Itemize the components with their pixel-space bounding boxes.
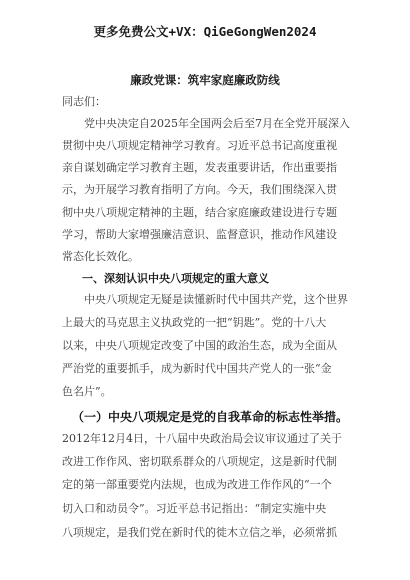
intro-line-2: 贯彻中央八项规定精神学习教育。习近平总书记高度重视 — [62, 139, 337, 152]
section1-line-3: 以来，中央八项规定改变了中国的政治生态，成为全面从 — [62, 339, 337, 352]
section1-line-4: 严治党的重要抓手，成为新时代中国共产党人的一张“金 — [62, 362, 332, 375]
subsection1-line-2: 改进工作作风、密切联系群众的八项规定，这是新时代制 — [62, 455, 337, 468]
section1-line-2: 上最大的马克思主义执政党的一把“钥匙”。党的十八大 — [62, 316, 327, 329]
subsection1-line-5: 八项规定，是我们党在新时代的徙木立信之举，必须常抓 — [62, 526, 337, 539]
intro-line-7: 常态化长效化。 — [62, 250, 139, 263]
section1-line-5: 色名片”。 — [62, 385, 112, 398]
document-title: 廉政党课：筑牢家庭廉政防线 — [130, 73, 280, 87]
subsection1-line-4: 切入口和动员令”。习近平总书记指出：“制定实施中央 — [62, 502, 327, 515]
subsection-heading-1: （一）中央八项规定是党的自我革命的标志性举措。 — [72, 410, 349, 424]
intro-line-1: 党中央决定自2025年全国两会后至7月在全党开展深入 — [84, 117, 350, 130]
subsection1-line-3: 定的第一部重要党内法规，也成为改进工作作风的“一个 — [62, 478, 332, 491]
greeting: 同志们： — [62, 95, 106, 108]
section1-line-1: 中央八项规定无疑是读懂新时代中国共产党，这个世界 — [84, 293, 348, 306]
subsection1-line-1: 2012年12月4日，十八届中央政治局会议审议通过了关于 — [62, 432, 342, 445]
intro-line-5: 彻中央八项规定精神的主题，结合家庭廉政建设进行专题 — [62, 206, 337, 219]
intro-line-6: 学习，帮助大家增强廉洁意识、监督意识，推动作风建设 — [62, 228, 337, 241]
intro-line-3: 亲自谋划确定学习教育主题，发表重要讲话，作出重要指 — [62, 161, 337, 174]
promo-banner: 更多免费公文+VX：QiGeGongWen2024 — [93, 24, 317, 39]
section-heading-1: 一、深刻认识中央八项规定的重大意义 — [82, 272, 269, 285]
intro-line-4: 示，为开展学习教育指明了方向。今天，我们围绕深入贯 — [62, 183, 337, 196]
